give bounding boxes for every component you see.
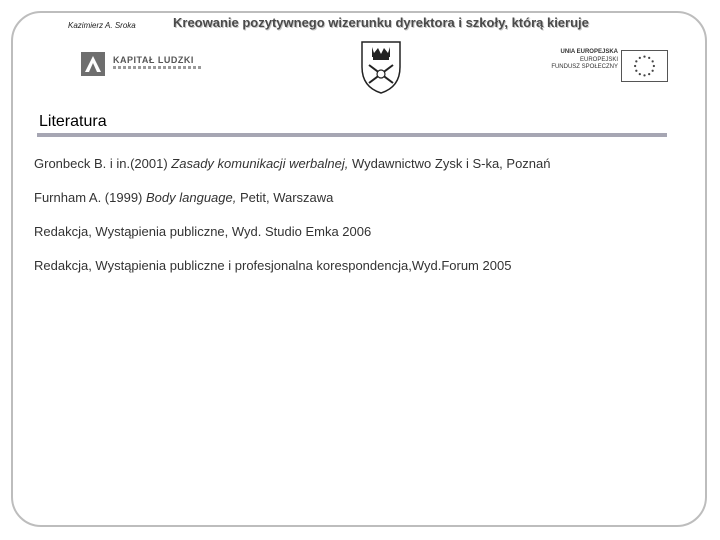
title-underline [37,133,667,137]
eu-flag-icon [621,50,668,82]
reference-item-2 [34,190,333,205]
section-title: Literatura [39,113,107,130]
eu-logo [548,49,670,83]
reference-2-publisher: Petit, Warszawa [236,190,334,205]
reference-1-publisher: Wydawnictwo Zysk i S-ka, Poznań [348,156,551,171]
kapital-ludzki-label: KAPITAŁ LUDZKI [113,55,194,65]
presentation-title: Kreowanie pozytywnego wizerunku dyrektora i szkoły, którą kieruje [173,15,589,30]
reference-4-text: Redakcja, Wystąpienia publiczne i profesjonalna korespondencja,Wyd.Forum 2005 [34,258,512,273]
reference-1-title: Zasady komunikacji werbalnej, [171,156,349,171]
slide-frame [11,11,707,527]
school-emblem-icon [359,39,403,95]
reference-2-text: Furnham A. (1999) [34,190,146,205]
kapital-ludzki-icon [81,52,105,76]
eu-line-1: UNIA EUROPEJSKA [560,49,618,55]
reference-3-text: Redakcja, Wystąpienia publiczne, Wyd. Studio Emka 2006 [34,224,372,239]
kapital-ludzki-logo [81,52,207,78]
author-name: Kazimierz A. Sroka [68,21,136,30]
kapital-ludzki-subtitle-line [113,66,203,69]
reference-item-1 [34,156,551,171]
eu-logo-text [548,49,618,72]
eu-line-2: EUROPEJSKI [579,56,618,63]
eu-line-3: FUNDUSZ SPOŁECZNY [551,64,618,70]
reference-1-text: Gronbeck B. i in.(2001) [34,156,172,171]
reference-item-3 [34,224,371,239]
reference-item-4 [34,258,511,273]
reference-2-title: Body language, [146,190,237,205]
